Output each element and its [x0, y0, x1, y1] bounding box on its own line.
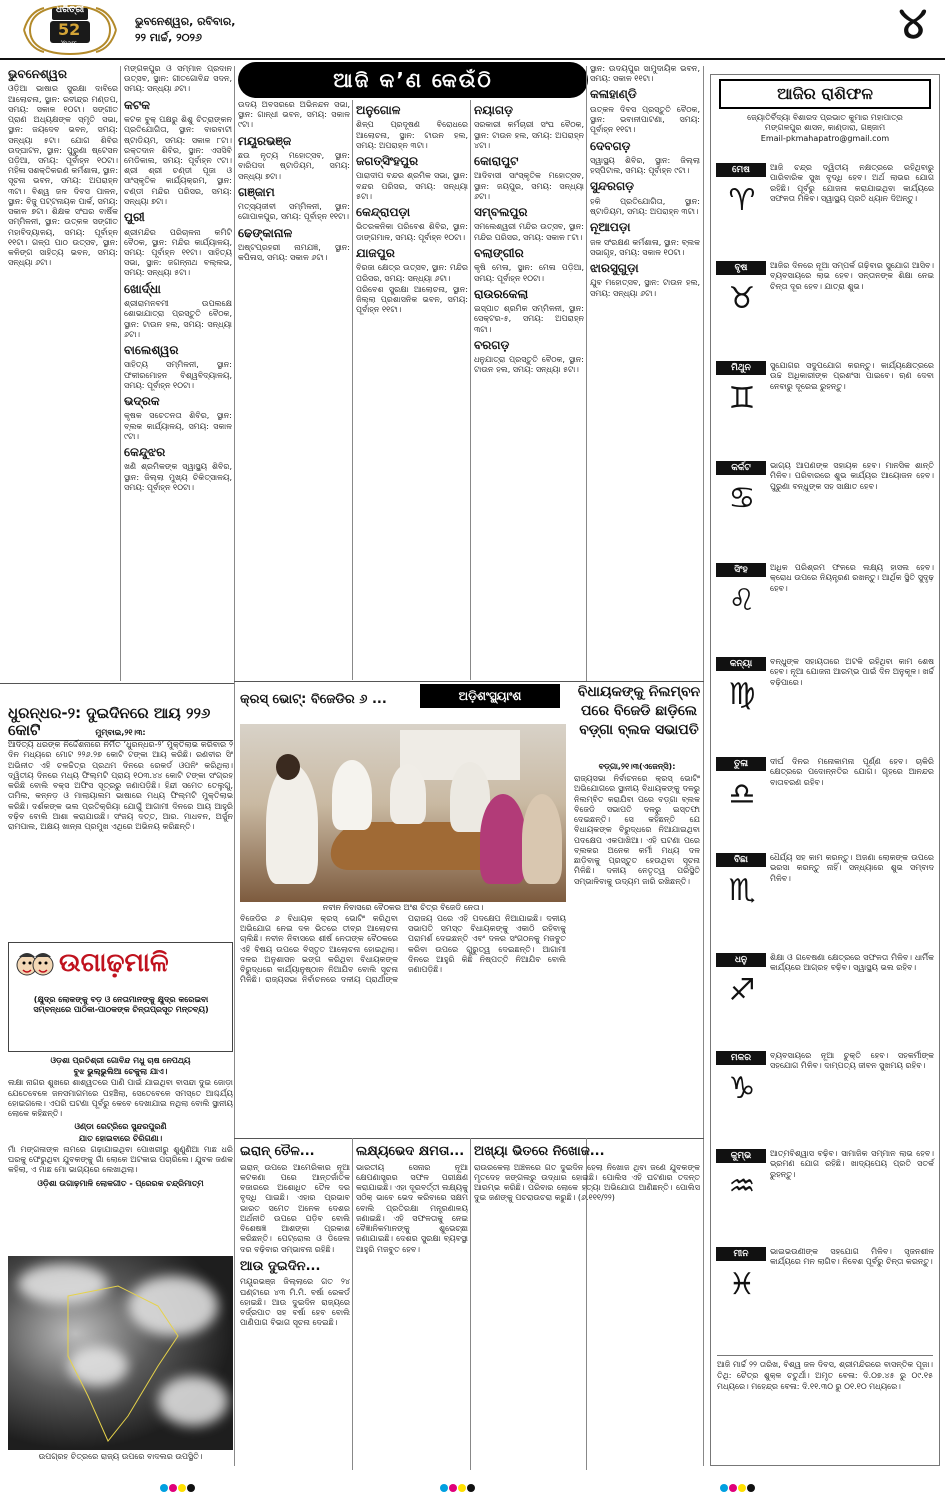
sign-text: ଶିକ୍ଷା ଓ ଗବେଷଣା କ୍ଷେତ୍ରରେ ସଫଳତା ମିଳିବ। ଧାର୍ମିକ କାର୍ଯ୍ୟରେ ଆଗ୍ରହ ବଢ଼ିବ। ସ୍ୱାସ୍ଥ୍ୟ ଭଲ ରହିବ।	[770, 953, 934, 973]
suspension-story	[574, 762, 700, 1136]
event-text: ସାହିତ୍ୟ ସମ୍ମିଳନୀ, ସ୍ଥାନ: ଫକୀରମୋହନ ବିଶ୍ୱବିଦ୍ୟାଳୟ, ସମୟ: ପୂର୍ବାହ୍ନ ୧୦ଟା।	[124, 360, 232, 390]
event-text: ବିରଜା କ୍ଷେତ୍ର ଉତ୍ସବ, ସ୍ଥାନ: ମନ୍ଦିର ପରିସର, ସମୟ: ସନ୍ଧ୍ୟା ୬ଟା।	[356, 263, 468, 283]
missile-body: ଭାରତୀୟ ସେନାର ନୂଆ କ୍ଷେପଣାସ୍ତ୍ରର ସଫଳ ପରୀକ୍ଷଣ କରାଯାଇଛି। ଏହା ଦୂରବର୍ତ୍ତୀ ଲକ୍ଷ୍ୟକୁ ସଠିକ୍ ଭାବେ ଭେଦ କରିବାରେ ସକ୍ଷମ ବୋଲି ପ୍ରତିରକ୍ଷା ମନ୍ତ୍ରଣାଳୟ ଜଣାଇଛି। ଏହି ସଫଳତାକୁ ନେଇ ବୈଜ୍ଞାନିକମାନଙ୍କୁ ଶୁଭେଚ୍ଛା ଜଣାଯାଇଛି। ଦେଶର ସୁରକ୍ଷା ବ୍ୟବସ୍ଥା ଆହୁରି ମଜବୁତ ହେବ।	[356, 1162, 468, 1254]
event-text: ସରକାରୀ କର୍ମଚାରୀ ସଂଘ ବୈଠକ, ସ୍ଥାନ: ଟାଉନ ହଲ, ସମୟ: ଅପରାହ୍ନ ୪ଟା।	[474, 120, 584, 150]
section-city: କେନ୍ଦୁଝର	[124, 445, 166, 460]
sign-libra	[716, 757, 934, 849]
suspension-headline: ବିଧାୟକଙ୍କୁ ନିଲମ୍ବନ ପରେ ବିଜେଡି ଛାଡ଼ିଲେ ବଡ଼୍ଗା ବ୍ଲକ ସଭାପତି	[577, 684, 701, 738]
sign-name: ସିଂହ	[716, 563, 766, 577]
virgo-icon: ♍	[728, 677, 756, 712]
section-divider	[234, 1138, 704, 1139]
sign-name: କନ୍ୟା	[716, 657, 766, 671]
taurus-icon: ♉	[728, 281, 756, 316]
column-divider	[470, 100, 471, 680]
event-text: ଖଣି ଶ୍ରମିକଙ୍କ ସ୍ୱାସ୍ଥ୍ୟ ଶିବିର, ସ୍ଥାନ: ଜିଲ୍ଲା ମୁଖ୍ୟ ଚିକିତ୍ସାଳୟ, ସମୟ: ପୂର୍ବାହ୍ନ ୧୦ଟା।	[124, 462, 232, 492]
satellite-weather-image	[8, 1256, 233, 1450]
sign-name: ବୃଷ	[716, 261, 766, 275]
cmyk-mark	[440, 1484, 476, 1492]
missing-headline: ଅଖ୍ୟା ଭିତରେ ନିଖୋଜ...	[474, 1144, 605, 1159]
astrologer-email: Email-pkmahapatro@gmail.com	[760, 133, 890, 143]
section-city: ନୂଆପଡ଼ା	[590, 220, 631, 235]
event-text: ପରିବେଶ ସୁରକ୍ଷା ଆଲୋଚନା, ସ୍ଥାନ: ଜିଲ୍ଲା ପ୍ରଶାସନିକ ଭବନ, ସମୟ: ପୂର୍ବାହ୍ନ ୧୧ଟା।	[356, 284, 468, 315]
sign-name: କୁମ୍ଭ	[716, 1149, 766, 1163]
column-divider	[703, 66, 704, 1466]
events-column-4	[356, 100, 468, 680]
column-divider	[120, 66, 121, 681]
section-city: ପୁରୀ	[124, 210, 145, 225]
cross-vote-story	[240, 914, 566, 1136]
aquarius-icon: ♒	[728, 1169, 756, 1204]
sign-name: ଧନୁ	[716, 953, 766, 967]
section-city: ନୟାଗଡ଼	[474, 103, 514, 117]
section-city: ଢେଙ୍କାନାଳ	[238, 225, 293, 240]
cross-vote-body: ବିଜେଡିର ୬ ବିଧାୟକ କ୍ରସ୍ ଭୋଟିଂ କରିଥିବା ଅଭିଯୋଗ ନେଇ ଦଳ ଭିତରେ ତୀବ୍ର ଆଲୋଚନା ଚାଲିଛି। ନବୀନ ନିବାସରେ ଶୀର୍ଷ ନେତାଙ୍କ ବୈଠକରେ ଏହି ବିଷୟ ଉପରେ ବିସ୍ତୃତ ଆଲୋଚନା ହୋଇଥିଲା। ଦଳର ଅନୁଶାସନ ଭଙ୍ଗ କରିଥିବା ବିଧାୟକଙ୍କ ବିରୁଦ୍ଧରେ କାର୍ଯ୍ୟାନୁଷ୍ଠାନ ନିଆଯିବ ବୋଲି ସୂଚନା ମିଳିଛି। ରାଜ୍ୟସଭା ନିର୍ବାଚନରେ ଦଳୀୟ ପ୍ରାର୍ଥୀଙ୍କ ପରାଜୟ ପରେ ଏହି ପଦକ୍ଷେପ ନିଆଯାଇଛି। ଦଳୀୟ ସଭାପତି ସମସ୍ତ ବିଧାୟକଙ୍କୁ ଏକାଠି ରହିବାକୁ ପରାମର୍ଶ ଦେଇଛନ୍ତି ଏବଂ ଦଳର ସଂଗଠନକୁ ମଜବୁତ କରିବା ଉପରେ ଗୁରୁତ୍ୱ ଦେଇଛନ୍ତି। ଆଗାମୀ ଦିନରେ ଆହୁରି କିଛି ନିଷ୍ପତ୍ତି ନିଆଯିବ ବୋଲି ଜଣାପଡ଼ିଛି।	[240, 914, 566, 985]
registration-marks	[0, 1478, 945, 1498]
issue-date	[135, 14, 235, 46]
cmyk-mark	[160, 1484, 196, 1492]
dhurandhar-dateline: ମୁମ୍ବାଇ,୨୧।୩:	[95, 728, 146, 737]
event-text: କଟକ ବୁକ୍ ପକ୍ଷରୁ ଶିଶୁ ଚିତ୍ରାଙ୍କନ ପ୍ରତିଯୋଗିତା, ସ୍ଥାନ: ବାରବାଟୀ ଷ୍ଟାଡିୟମ, ସମୟ: ସକାଳ ୮ଟା। ରକ୍ତଦାନ ଶିବିର, ସ୍ଥାନ: ଏସସିବି ମେଡିକାଲ, ସମୟ: ପୂର୍ବାହ୍ନ ୯ଟା। ଶ୍ରୀ ଶ୍ରୀ ଚଣ୍ଡୀ ପୂଜା ଓ ସାଂସ୍କୃତିକ କାର୍ଯ୍ୟକ୍ରମ, ସ୍ଥାନ: ଚଣ୍ଡୀ ମନ୍ଦିର ପରିସର, ସମୟ: ସନ୍ଧ୍ୟା ୭ଟା।	[124, 115, 232, 206]
section-city: ବରଗଡ଼	[474, 337, 510, 352]
page-number: ୪	[898, 0, 927, 49]
section-city: ସୁନ୍ଦରଗଡ଼	[590, 179, 635, 194]
dhurandhar-body: ଆଦିତ୍ୟ ଧରଙ୍କ ନିର୍ଦ୍ଦେଶନାରେ ନିର୍ମିତ ‘ଧୁରନ୍ଧର-୨’ ମୁକ୍ତିଲାଭ କରିବାର ୨ ଦିନ ମଧ୍ୟରେ ମୋଟ ୨୨୬.୨୭ କୋଟି ଟଙ୍କା ଆୟ କରିଛି। ରଣବୀର ସିଂ ଅଭିନୀତ ଏହି ଚଳଚ୍ଚିତ୍ର ପ୍ରଥମ ଦିନରେ ରେକର୍ଡ ଓପନିଂ କରିଥିଲା। ଦ୍ୱିତୀୟ ଦିନରେ ମଧ୍ୟ ଫିଲ୍ମଟି ପ୍ରାୟ ୧୦୩.୪୪ କୋଟି ଟଙ୍କା ସଂଗ୍ରହ କରିଛି ବୋଲି ବକ୍ସ ଅଫିସ ସୂତ୍ରରୁ ଜଣାପଡ଼ିଛି। ହିନ୍ଦୀ ସମେତ ତେଲୁଗୁ, ତାମିଲ, କନ୍ନଡ଼ ଓ ମାଲାୟାଲମ ଭାଷାରେ ମଧ୍ୟ ଫିଲ୍ମଟି ମୁକ୍ତିଲାଭ କରିଛି। ଦର୍ଶକଙ୍କ ଭଲ ପ୍ରତିକ୍ରିୟା ଯୋଗୁଁ ଆଗାମୀ ଦିନରେ ଆୟ ଆହୁରି ବଢ଼ିବ ବୋଲି ଆଶା କରାଯାଉଛି। ସଂଜୟ ଦତ୍ତ, ଆର. ମାଧବନ, ଅର୍ଜୁନ ରାମପାଲ, ଅକ୍ଷୟ ଖାନ୍ନା ପ୍ରମୁଖ ଏଥିରେ ଅଭିନୟ କରିଛନ୍ତି।	[8, 740, 233, 832]
sign-aries	[716, 163, 934, 253]
horoscope-panel	[710, 74, 940, 1466]
logo-years-label: Years	[61, 40, 77, 47]
sign-name: ମକର	[716, 1051, 766, 1065]
person	[266, 764, 318, 884]
sign-virgo	[716, 657, 934, 749]
sign-scorpio	[716, 853, 934, 945]
event-text: ଉତ୍କଳ ଦିବସ ପ୍ରସ୍ତୁତି ବୈଠକ, ସ୍ଥାନ: ଭବାନୀପାଟଣା, ସମୟ: ପୂର୍ବାହ୍ନ ୧୧ଟା।	[590, 104, 700, 135]
sign-name: କର୍କଟ	[716, 461, 766, 475]
scorpio-icon: ♏	[728, 873, 756, 908]
suspension-dateline: ବଡ଼୍ଗା,୨୧।୩(ଏଜେନ୍ସି):	[598, 762, 676, 771]
ugadhamali-item2-sub: ଯାତ ହୋଇବାରେ ଚିରିଗଣା।	[78, 1133, 163, 1143]
ugadhamali-box	[8, 942, 233, 1052]
cancer-icon: ♋	[728, 481, 756, 516]
section-divider	[234, 681, 704, 682]
cmyk-mark	[720, 1484, 756, 1492]
event-text: କୃଷକ ସଚେତନତା ଶିବିର, ସ୍ଥାନ: ବ୍ଲକ କାର୍ଯ୍ୟାଳୟ, ସମୟ: ସକାଳ ୯ଟା।	[124, 411, 232, 441]
section-kicker: ଅଡ଼ିଶଂସ୍ଥ୍ୟାଂଶ	[420, 684, 560, 708]
ugadhamali-items	[8, 1056, 233, 1252]
sign-aquarius	[716, 1149, 934, 1241]
satellite-caption: ଉପଗ୍ରହ ଚିତ୍ରରେ ରାଜ୍ୟ ଉପରେ ବାଦଲର ଉପସ୍ଥିତି।	[38, 1452, 203, 1461]
event-text: ସ୍ଥାନ: ଉଦୟପୁର ସାମୁଦାୟିକ ଭବନ, ସମୟ: ସକାଳ ୧୧ଟା।	[590, 64, 700, 84]
sign-leo	[716, 563, 934, 655]
ugadhamali-item1: ଲକ୍ଷା ନାଗର ଶୁଖରେ ଶାଶ୍ୱତରେ ପାଣି ପାଇଁ ଯାଇଥିବା ବାସନ୍ଦା ଦୁଇ ଜୋଡ଼ା ଯେତେବେଳେ ଜନସମାଗମରେ ପହଞ୍ଚିଲା, ସେତେବେଳେ ସମସ୍ତେ ଆଶ୍ଚର୍ଯ୍ୟ ହୋଇଗଲେ। ଏପରି ଘଟଣା ପୂର୍ବରୁ କେବେ ଦେଖାଯାଇ ନଥିଲା ବୋଲି ସ୍ଥାନୀୟ ଲୋକେ କହିଛନ୍ତି।	[8, 1078, 233, 1119]
section-city: ଭଦ୍ରକ	[124, 394, 160, 409]
person	[480, 794, 526, 884]
india-outline	[8, 1256, 233, 1450]
astrologer-address: ମଙ୍ଗଳପୁର ଶାସନ, କାଣ୍ଡାରା, ଗଞ୍ଜାମ	[764, 123, 886, 133]
sign-name: ତୁଳା	[716, 757, 766, 771]
section-city: କଳାହାଣ୍ଡି	[590, 87, 637, 102]
horoscope-title: ଆଜିର ରାଶିଫଳ	[719, 79, 931, 109]
ugadhamali-item1-sub: ବୁଝ ଭୁଲ୍‌ଭୁଲିଆ ଚେକୁଲା ଯାଏ।	[73, 1067, 168, 1077]
astrologer-name: ଜ୍ୟୋତିର୍ବିଦ୍ୟା ବିଶାରଦ ପ୍ରଭାତ କୁମାର ମହାପାତ୍ର	[747, 113, 903, 122]
event-text: ସମଲେଶ୍ୱରୀ ମନ୍ଦିର ଉତ୍ସବ, ସ୍ଥାନ: ମନ୍ଦିର ପରିସର, ସମୟ: ସକାଳ ୮ଟା।	[474, 222, 584, 242]
section-city: କୋରାପୁଟ	[474, 154, 519, 169]
cross-vote-headline: କ୍ରସ୍ ଭୋଟ୍: ବିଜେଡିର ୬ ...	[240, 692, 387, 707]
events-column-6	[590, 64, 700, 681]
event-text: ମଙ୍ଗଳପୁର ଓ ସମ୍ମାନ ପ୍ରଦାନ ଉତ୍ସବ, ସ୍ଥାନ: ଗୀତଗୋବିନ୍ଦ ସଦନ, ସମୟ: ସନ୍ଧ୍ୟା ୬ଟା।	[124, 64, 232, 94]
sign-cancer	[716, 461, 934, 555]
section-city: ଦେବଗଡ଼	[590, 138, 631, 153]
section-city: ବଲାଙ୍ଗୀର	[474, 245, 524, 260]
event-text: ଉଦୟ ଅବସରରେ ଅଭିନନ୍ଦନ ସଭା, ସ୍ଥାନ: ଗାନ୍ଧୀ ଭବନ, ସମୟ: ସକାଳ ୯ଟା।	[238, 100, 350, 130]
ugadhamali-credit: ଓଡ଼ିଶା ଉଗାଢ଼ମାଳି ଲୋକଗୀତ - ପ୍ରେରକ ଚନ୍ଦ୍ରିମାତ୍ମ	[37, 1178, 204, 1188]
iran-headline: ଇରାନ୍ ତୈଳ...	[240, 1144, 315, 1159]
events-column-1b	[124, 64, 232, 681]
sign-sagittarius	[716, 953, 934, 1045]
ugadhamali-item1-head: ଓଡ଼ଶା ପ୍ରତିଶ୍ରୀ ଗୋବିନ୍ଦ ମଧୁ ଚାଷ ନେପଥ୍ୟ	[50, 1056, 191, 1065]
date-line-1: ଭୁବନେଶ୍ୱର, ରବିବାର,	[135, 15, 236, 28]
sign-name: ମେଷ	[716, 163, 766, 177]
photo-caption: ନବୀନ ନିବାସରେ ବୈଠକର ଅଂଶ ଚିତ୍ର ବିଜେଡି ନେତା।	[322, 903, 484, 912]
libra-icon: ♎	[728, 777, 756, 812]
event-text: ଜଳ ସଂରକ୍ଷଣ କର୍ମଶାଳା, ସ୍ଥାନ: ବ୍ଲକ ସଭାଗୃହ, ସମୟ: ସକାଳ ୧୦ଟା।	[590, 237, 700, 257]
sign-text: ଧୈର୍ଯ୍ୟ ସହ କାମ କରନ୍ତୁ। ଅଜଣା ଲୋକଙ୍କ ଉପରେ ଭରସା କରନ୍ତୁ ନାହିଁ। ସନ୍ଧ୍ୟାରେ ଶୁଭ ସମ୍ବାଦ ମିଳିବ।	[770, 853, 934, 883]
sign-text: ଆଜି ଚନ୍ଦ୍ର ଦ୍ୱିତୀୟ ନକ୍ଷତ୍ରରେ ରହିଥିବାରୁ ପାରିବାରିକ ସୁଖ ବୃଦ୍ଧି ହେବ। ଅର୍ଥ ଲାଭର ଯୋଗ ରହିଛି। ପୂର୍ବରୁ ଯୋଜନା କରାଯାଇଥିବା କାର୍ଯ୍ୟରେ ସଫଳତା ମିଳିବ। ସ୍ୱାସ୍ଥ୍ୟ ପ୍ରତି ଧ୍ୟାନ ଦିଅନ୍ତୁ।	[770, 163, 934, 204]
missile-headline: ଲକ୍ଷ୍ୟଭେଦ କ୍ଷମତା...	[356, 1144, 465, 1159]
column-divider	[352, 1138, 353, 1470]
event-text: ଅଷ୍ଟପ୍ରହରୀ ନାମଯଜ୍ଞ, ସ୍ଥାନ: କପିଳାସ, ସମୟ: ସକାଳ ୬ଟା।	[238, 242, 350, 263]
section-city: ଅନୁଗୋଳ	[356, 103, 401, 117]
masthead	[0, 0, 945, 60]
sign-taurus	[716, 261, 934, 353]
ugadhamali-tagline: (କ୍ଷୁଦ୍ର ଲୋକଙ୍କୁ ବଡ଼ ଓ ନେତାମାନଙ୍କୁ କ୍ଷୁଦ୍ର କରେଇବା ସମ୍ବନ୍ଧରେ ପାଠିକା-ପାଠକଙ୍କ ଚିନ୍ତାପ୍ରସୂତ ମନ୍ତବ୍ୟ)	[33, 995, 209, 1015]
section-city: ଗଞ୍ଜାମ	[238, 184, 275, 199]
event-text: ସ୍ୱାସ୍ଥ୍ୟ ଶିବିର, ସ୍ଥାନ: ଜିଲ୍ଲା ହସ୍ପିଟାଲ, ସମୟ: ପୂର୍ବାହ୍ନ ୯ଟା।	[590, 155, 700, 176]
ugadhamali-item2: ମାଁ ମଙ୍ଗଳାଙ୍କ ନାମରେ ଗଢ଼ାଯାଇଥିବା ପୋଖରୀରୁ ଶୁଣୁଣିଆ ମାଛ ଧରି ଘରକୁ ଫେରୁଥିବା ଯୁବକଙ୍କୁ ଗାଁ ଲୋକେ ଅଟକାଇ ପଚାରିଲେ। ଯୁବକ ଜଣକ କହିଲା, ଏ ମାଛ ମୋ ଭାଗ୍ୟରେ ଲେଖାଥିଲା।	[8, 1144, 233, 1175]
section-city: ଖୋର୍ଦ୍ଧା	[124, 281, 161, 296]
person	[390, 764, 426, 824]
events-column-5	[474, 100, 584, 680]
sign-text: ଦୀର୍ଘ ଦିନର ମନୋକାମନା ପୂର୍ଣ୍ଣ ହେବ। ଚାକିରି କ୍ଷେତ୍ରରେ ପଦୋନ୍ନତିର ଯୋଗ। ଗୃହରେ ଆନନ୍ଦର ବାତାବରଣ ରହିବ।	[770, 757, 934, 787]
section-divider	[0, 683, 234, 684]
section-city: ବାଲେଶ୍ୱର	[124, 343, 179, 357]
event-text: କୃଷି ମେଳା, ସ୍ଥାନ: ମେଳା ପଡ଼ିଆ, ସମୟ: ପୂର୍ବାହ୍ନ ୧୦ଟା।	[474, 263, 584, 283]
person	[522, 794, 562, 884]
sign-text: ଆଜିର ଦିନରେ ନୂଆ ସମ୍ପର୍କ ଗଢ଼ିବାର ସୁଯୋଗ ଆସିବ। ବ୍ୟବସାୟରେ ଲାଭ ହେବ। ସନ୍ତାନଙ୍କ ଶିକ୍ଷା ନେଇ ଚିନ୍ତା ଦୂର ହେବ। ଯାତ୍ରା ଶୁଭ।	[770, 261, 934, 291]
gemini-icon: ♊	[728, 381, 756, 416]
section-city: କେନ୍ଦ୍ରାପଡ଼ା	[356, 205, 411, 220]
sign-text: ସୁଯୋଗର ସଦୁପଯୋଗ କରନ୍ତୁ। କାର୍ଯ୍ୟକ୍ଷେତ୍ରରେ ଉଚ୍ଚ ଅଧିକାରୀଙ୍କ ପ୍ରଶଂସା ପାଇବେ। ଋଣ ଦେବା ନେବାରୁ ଦୂରେଇ ରୁହନ୍ତୁ।	[770, 361, 934, 391]
sign-pisces	[716, 1247, 934, 1339]
event-text: ଛଉ ନୃତ୍ୟ ମହୋତ୍ସବ, ସ୍ଥାନ: ବାରିପଦା ଷ୍ଟାଡିୟମ, ସମୟ: ସନ୍ଧ୍ୟା ୭ଟା।	[238, 151, 350, 181]
event-text: ଧନୁଯାତ୍ରା ପ୍ରସ୍ତୁତି ବୈଠକ, ସ୍ଥାନ: ଟାଉନ ହଲ, ସମୟ: ସନ୍ଧ୍ୟା ୫ଟା।	[474, 355, 584, 375]
sign-text: ଆତ୍ମବିଶ୍ୱାସ ବଢ଼ିବ। ସାମାଜିକ ସମ୍ମାନ ଲାଭ ହେବ। ଭ୍ରମଣ ଯୋଗ ରହିଛି। ଖାଦ୍ୟପେୟ ପ୍ରତି ସତର୍କ ରୁହନ୍ତୁ।	[770, 1149, 934, 1179]
ugadhamali-item2-head: ଓଣ୍ଡା ରେଟ୍ରିରେ ସୁନ୍ଦରପୁରଣି	[74, 1122, 167, 1132]
logo-years: 52	[58, 20, 81, 39]
section-city: ମୟୂରଭଞ୍ଜ	[238, 133, 292, 148]
sign-gemini	[716, 361, 934, 453]
ugadhamali-title: ଉଗାଢ଼ମାଳି	[59, 948, 169, 978]
person	[276, 754, 300, 780]
column-divider	[470, 1138, 471, 1470]
event-text: ଇସ୍ପାତ ଶ୍ରମିକ ସମ୍ମିଳନୀ, ସ୍ଥାନ: ସେକ୍ଟର-୫, ସମୟ: ଅପରାହ୍ନ ୩ଟା।	[474, 304, 584, 334]
missile-story	[356, 1140, 468, 1470]
sign-text: ବନ୍ଧୁଙ୍କ ସହାୟତାରେ ଅଟକି ରହିଥିବା କାମ ଶେଷ ହେବ। ନୂଆ ଯୋଜନା ଆରମ୍ଭ ପାଇଁ ଦିନ ଅନୁକୂଳ। ଖର୍ଚ୍ଚ ବଢ଼ିପାରେ।	[770, 657, 934, 687]
pisces-icon: ♓	[728, 1267, 756, 1302]
sign-name: ବିଛା	[716, 853, 766, 867]
event-text: ଆଦିବାସୀ ସାଂସ୍କୃତିକ ମହୋତ୍ସବ, ସ୍ଥାନ: ଜୟପୁର, ସମୟ: ସନ୍ଧ୍ୟା ୬ଟା।	[474, 171, 584, 201]
sign-text: ଭାଇଭଉଣୀଙ୍କ ସହଯୋଗ ମିଳିବ। ସୃଜନଶୀଳ କାର୍ଯ୍ୟରେ ମନ ଲାଗିବ। ନିବେଶ ପୂର୍ବରୁ ଚିନ୍ତା କରନ୍ତୁ।	[770, 1247, 934, 1267]
capricorn-icon: ♑	[728, 1071, 756, 1106]
sign-name: ମିଥୁନ	[716, 361, 766, 375]
section-city: କଟକ	[124, 97, 151, 112]
sign-text: ଅଧିକ ପରିଶ୍ରମ ଫଳରେ ଲକ୍ଷ୍ୟ ହାସଲ ହେବ। କ୍ରୋଧ ଉପରେ ନିୟନ୍ତ୍ରଣ ରଖନ୍ତୁ। ଆର୍ଥିକ ସ୍ଥିତି ସୁଦୃଢ଼ ହେବ।	[770, 563, 934, 593]
events-column-1	[8, 64, 118, 681]
section-city: ଜଗତ୍‌ସିଂହପୁର	[356, 154, 419, 169]
column-divider	[586, 66, 587, 681]
leo-icon: ♌	[728, 583, 756, 618]
dhurandhar-story	[8, 728, 233, 938]
missing-story	[474, 1140, 700, 1470]
sign-text: ବ୍ୟବସାୟରେ ନୂଆ ଚୁକ୍ତି ହେବ। ସହକର୍ମୀଙ୍କ ସହଯୋଗ ମିଳିବ। ଦାମ୍ପତ୍ୟ ଜୀବନ ସୁଖମୟ ରହିବ।	[770, 1051, 934, 1071]
event-text: ଯୁବ ମହୋତ୍ସବ, ସ୍ଥାନ: ଟାଉନ ହଲ, ସମୟ: ସନ୍ଧ୍ୟା ୬ଟା।	[590, 278, 700, 298]
sign-text: ଭାଗ୍ୟ ଆପଣଙ୍କ ସହାୟକ ହେବ। ମାନସିକ ଶାନ୍ତି ମିଳିବ। ପରିବାରରେ ଶୁଭ କାର୍ଯ୍ୟର ଆୟୋଜନ ହେବ। ପୁରୁଣା ବନ୍ଧୁଙ୍କ ସହ ସାକ୍ଷାତ ହେବ।	[770, 461, 934, 491]
dhurandhar-headline: ଧୁରନ୍ଧର-୨: ଦୁଇଦିନରେ ଆୟ ୨୨୬ କୋଟି	[8, 705, 233, 741]
cartoon-faces-icon	[15, 949, 55, 983]
section-city: ରାଉରକେଲା	[474, 286, 529, 301]
section-city: ଝାରସୁଗୁଡ଼ା	[590, 261, 639, 276]
iran-body: ଇରାନ୍ ଉପରେ ଆମେରିକାର ନୂଆ କଟକଣା ପରେ ଆନ୍ତର୍ଜାତିକ ବଜାରରେ ଅଶୋଧିତ ତୈଳ ଦର ବୃଦ୍ଧି ପାଇଛି। ଏହାର ପ୍ରଭାବ ଭାରତ ସମେତ ଅନେକ ଦେଶର ଅର୍ଥନୀତି ଉପରେ ପଡ଼ିବ ବୋଲି ବିଶେଷଜ୍ଞ ଆଶଙ୍କା ପ୍ରକାଶ କରିଛନ୍ତି। ପେଟ୍ରୋଲ ଓ ଡିଜେଲ ଦର ବଢ଼ିବାର ସମ୍ଭାବନା ରହିଛି।	[240, 1162, 350, 1254]
event-text: ପାରାଦୀପ ବନ୍ଦର ଶ୍ରମିକ ସଭା, ସ୍ଥାନ: ବନ୍ଦର ପରିସର, ସମୟ: ସନ୍ଧ୍ୟା ୫ଟା।	[356, 171, 468, 201]
section-city: ଯାଜପୁର	[356, 245, 395, 260]
events-column-3	[238, 100, 350, 680]
weather-subheadline: ଆଉ ଦୁଇଦିନ...	[240, 1258, 321, 1274]
event-text: ଶ୍ରୀମନ୍ଦିର ପରିଚାଳନା କମିଟି ବୈଠକ, ସ୍ଥାନ: ମନ୍ଦିର କାର୍ଯ୍ୟାଳୟ, ସମୟ: ପୂର୍ବାହ୍ନ ୧୧ଟା। ସାହିତ୍ୟ ସଭା, ସ୍ଥାନ: ଜଗନ୍ନାଥ ବଲ୍ଲଭ, ସମୟ: ସନ୍ଧ୍ୟା ୫ଟା।	[124, 227, 232, 278]
event-text: ହକି ପ୍ରତିଯୋଗିତା, ସ୍ଥାନ: ଷ୍ଟାଡିୟମ, ସମୟ: ଅପରାହ୍ନ ୩ଟା।	[590, 196, 700, 216]
aries-icon: ♈	[728, 183, 756, 218]
sign-name: ମୀନ	[716, 1247, 766, 1261]
column-divider	[352, 100, 353, 680]
section-city: ସମ୍ବଲପୁର	[474, 205, 528, 220]
event-text: ଓଡ଼ିଆ ଭାଷାର ସୁରକ୍ଷା ଦାବିରେ ଆଲୋଚନା, ସ୍ଥାନ: ରବୀନ୍ଦ୍ର ମଣ୍ଡପ, ସମୟ: ସକାଳ ୧୦ଟା। ସଙ୍ଗୀତ ପ୍ରାଣ ଅଧ୍ୟକ୍ଷଙ୍କ ସ୍ମୃତି ସଭା, ସ୍ଥାନ: ଜୟଦେବ ଭବନ, ସମୟ: ସନ୍ଧ୍ୟା ୫ଟା। ଯୋଗ ଶିବିର ଉଦ୍‌ଘାଟନ, ସ୍ଥାନ: ପୁରୁଣା ଷ୍ଟେସନ ପଡ଼ିଆ, ସମୟ: ପୂର୍ବାହ୍ନ ୧୦ଟା। ମହିଳା ସଶକ୍ତିକରଣ କର୍ମଶାଳା, ସ୍ଥାନ: ସୂଚନା ଭବନ, ସମୟ: ଅପରାହ୍ନ ୩ଟା। ବିଶ୍ୱ ଜଳ ଦିବସ ପାଳନ, ସ୍ଥାନ: ବିଜୁ ପଟ୍ଟନାୟକ ପାର୍କ, ସମୟ: ସକାଳ ୭ଟା। ଶିକ୍ଷକ ସଂଘର ବାର୍ଷିକ ସମ୍ମିଳନୀ, ସ୍ଥାନ: ଉତ୍କଳ ସଙ୍ଗୀତ ମହାବିଦ୍ୟାଳୟ, ସମୟ: ପୂର୍ବାହ୍ନ ୧୧ଟା। ଗଳ୍ପ ପାଠ ଉତ୍ସବ, ସ୍ଥାନ: କଳିଙ୍ଗ ସାହିତ୍ୟ ଭବନ, ସମୟ: ସନ୍ଧ୍ୟା ୬ଟା।	[8, 84, 118, 268]
events-banner: ଆଜି କ’ଣ କେଉଁଠି	[238, 62, 588, 98]
suspension-body: ରାଜ୍ୟସଭା ନିର୍ବାଚନରେ କ୍ରସ୍ ଭୋଟିଂ ଅଭିଯୋଗରେ ସ୍ଥାନୀୟ ବିଧାୟକଙ୍କୁ ଦଳରୁ ନିଲମ୍ବିତ କରାଯିବା ପରେ ବଡ଼୍ଗା ବ୍ଲକ ବିଜେଡି ସଭାପତି ଦଳରୁ ଇସ୍ତଫା ଦେଇଛନ୍ତି। ସେ କହିଛନ୍ତି ଯେ ବିଧାୟକଙ୍କ ବିରୁଦ୍ଧରେ ନିଆଯାଇଥିବା ପଦକ୍ଷେପ ଏକପାଖିଆ। ଏହି ଘଟଣା ପରେ ବ୍ଲକର ଅନେକ କର୍ମୀ ମଧ୍ୟ ଦଳ ଛାଡ଼ିବାକୁ ପ୍ରସ୍ତୁତ ହେଉଥିବା ସୂଚନା ମିଳିଛି। ଦଳୀୟ ନେତୃତ୍ୱ ପରିସ୍ଥିତି ସମ୍ଭାଳିବାକୁ ଉଦ୍ୟମ ଜାରି ରଖିଛନ୍ତି।	[574, 774, 700, 886]
logo-text: ଧରିତ୍ରୀ	[56, 5, 85, 15]
event-text: ଶିଳ୍ପ ପ୍ରଦୂଷଣ ବିରୋଧରେ ଆଲୋଚନା, ସ୍ଥାନ: ଟାଉନ ହଲ, ସମୟ: ଅପରାହ୍ନ ୩ଟା।	[356, 120, 468, 150]
event-text: ଶ୍ରୀରାମନବମୀ ଉପଲକ୍ଷେ ଶୋଭାଯାତ୍ରା ପ୍ରସ୍ତୁତି ବୈଠକ, ସ୍ଥାନ: ଟାଉନ ହଲ, ସମୟ: ସନ୍ଧ୍ୟା ୬ଟା।	[124, 299, 232, 339]
panjika-text: ଆଜି ମାର୍ଚ୍ଚ ୨୨ ତାରିଖ, ବିଶ୍ୱ ଜଳ ଦିବସ, ଶ୍ରୀମନ୍ଦିରରେ ବାସନ୍ତିକ ପୂଜା। ତିଥି: ଚୈତ୍ର ଶୁକ୍ଳ ଚତୁର୍ଥୀ। ଅମୃତ ବେଳା: ଦି.୦୭.୪୫ ରୁ ୦୯.୧୫ ମଧ୍ୟରେ। ମହେନ୍ଦ୍ର ବେଳା: ଦି.୧୧.୩୦ ରୁ ୦୧.୧୦ ମଧ୍ୟରେ।	[717, 1355, 933, 1392]
date-line-2: ୨୨ ମାର୍ଚ୍ଚ, ୨୦୨୬	[135, 30, 202, 44]
event-text: ମତ୍ସ୍ୟଜୀବୀ ସମ୍ମିଳନୀ, ସ୍ଥାନ: ଗୋପାଳପୁର, ସମୟ: ପୂର୍ବାହ୍ନ ୧୧ଟା।	[238, 202, 350, 222]
section-city: ଭୁବନେଶ୍ୱର	[8, 67, 67, 81]
column-divider	[234, 66, 235, 1466]
iran-story	[240, 1140, 350, 1470]
sign-capricorn	[716, 1051, 934, 1143]
sagittarius-icon: ♐	[728, 973, 756, 1008]
missing-body: ରାଉରକେଲା ଅଞ୍ଚଳରେ ଗତ ଦୁଇଦିନ ହେଲା ନିଖୋଜ ଥିବା ଜଣେ ଯୁବକଙ୍କ ମୃତଦେହ ଜଙ୍ଗଲରୁ ଉଦ୍ଧାର ହୋଇଛି। ପୋଲିସ ଏହି ଘଟଣାର ତଦନ୍ତ ଆରମ୍ଭ କରିଛି। ପରିବାର ଲୋକେ ହତ୍ୟା ଅଭିଯୋଗ ଆଣିଛନ୍ତି। ପୋଲିସ ଦୁଇ ଜଣଙ୍କୁ ପଚରାଉଚରା କରୁଛି। (୬.୧୧୧/୨୨)	[474, 1162, 700, 1203]
meeting-photo	[240, 724, 566, 902]
person	[332, 760, 372, 830]
weather-body: ମୟୂରଭଞ୍ଜ ଜିଲ୍ଲାରେ ଗତ ୨୪ ଘଣ୍ଟାରେ ୪୩ ମି.ମି. ବର୍ଷା ରେକର୍ଡ ହୋଇଛି। ଆଉ ଦୁଇଦିନ ରାଜ୍ୟରେ ବର୍ଜ୍ରପାତ ସହ ବର୍ଷା ହେବ ବୋଲି ପାଣିପାଗ ବିଭାଗ ସୂଚନା ଦେଇଛି।	[240, 1277, 350, 1328]
event-text: ଭିତରକନିକା ପରିବେଶ ଶିବିର, ସ୍ଥାନ: ଡାଙ୍ଗମାଳ, ସମୟ: ପୂର୍ବାହ୍ନ ୧୦ଟା।	[356, 222, 468, 242]
astrologer-info	[717, 113, 933, 144]
